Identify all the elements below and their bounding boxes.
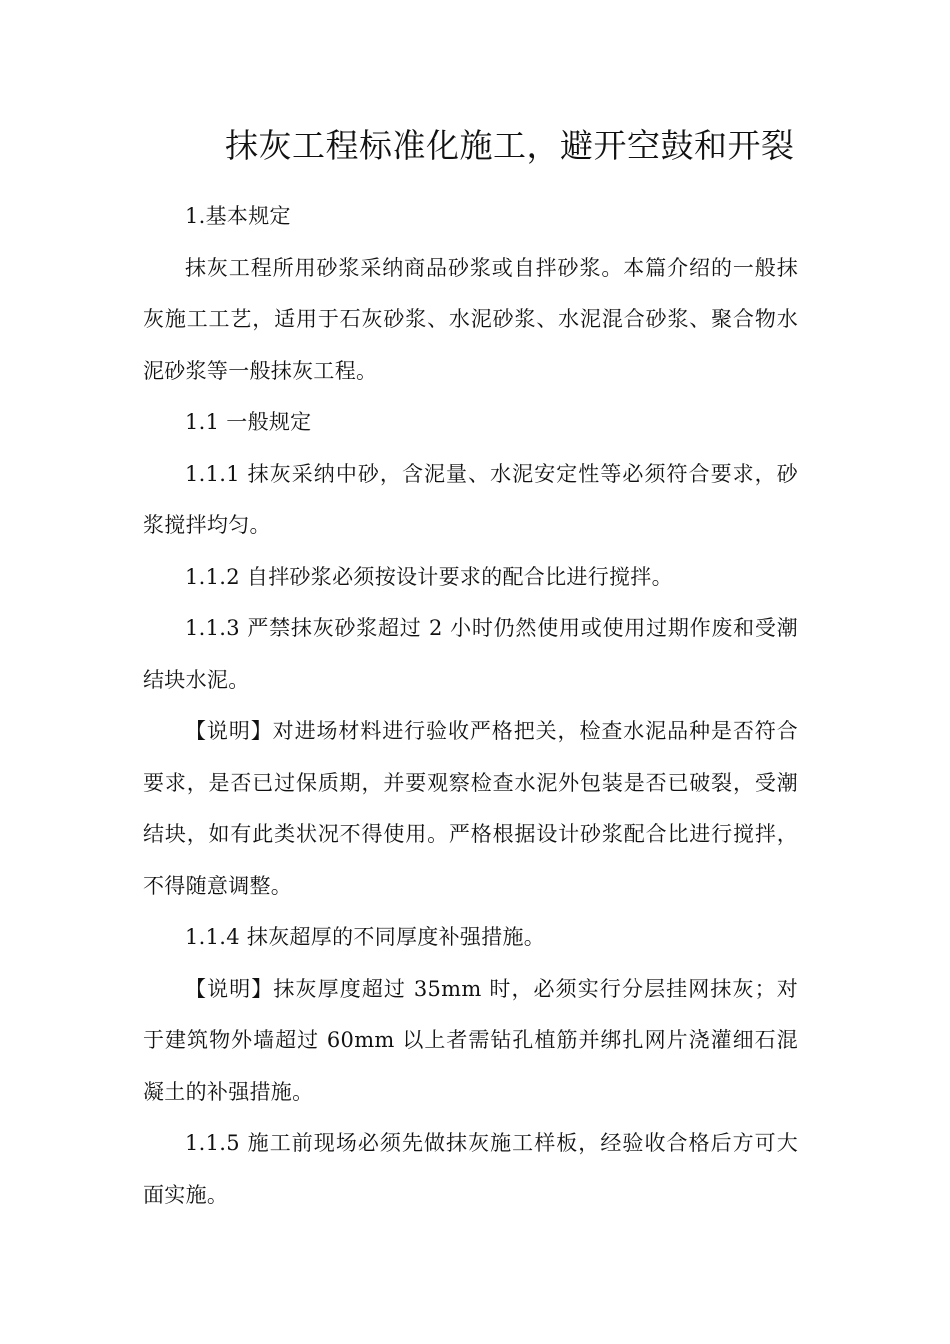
paragraph-item-1-1-4: 1.1.4 抹灰超厚的不同厚度补强措施。: [185, 925, 546, 949]
paragraph-item-1-1-1: 1.1.1 抹灰采纳中砂，含泥量、水泥安定性等必须符合要求，砂浆搅拌均匀。: [143, 461, 798, 537]
document-title: 抹灰工程标准化施工，避开空鼓和开裂: [225, 126, 795, 165]
paragraph-section-1: 1.基本规定: [185, 204, 291, 228]
document-body: [143, 191, 798, 1221]
paragraph-item-1-1-5: 1.1.5 施工前现场必须先做抹灰施工样板，经验收合格后方可大面实施。: [143, 1131, 798, 1207]
paragraph-item-1-1-2: 1.1.2 自拌砂浆必须按设计要求的配合比进行搅拌。: [185, 564, 673, 589]
paragraph-section-1-1: 1.1 一般规定: [185, 410, 312, 434]
paragraph-intro: 抹灰工程所用砂浆采纳商品砂浆或自拌砂浆。本篇介绍的一般抹灰施工工艺，适用于石灰砂浆、水泥砂浆、水泥混合砂浆、聚合物水泥砂浆等一般抹灰工程。: [143, 255, 798, 383]
paragraph-note-2: 【说明】抹灰厚度超过 35mm 时，必须实行分层挂网抹灰；对于建筑物外墙超过 60mm 以上者需钻孔植筋并绑扎网片浇灌细石混凝土的补强措施。: [143, 976, 798, 1104]
paragraph-item-1-1-3: 1.1.3 严禁抹灰砂浆超过 2 小时仍然使用或使用过期作废和受潮结块水泥。: [143, 616, 798, 692]
paragraph-note-1: 【说明】对进场材料进行验收严格把关，检查水泥品种是否符合要求，是否已过保质期，并要观察检查水泥外包装是否已破裂，受潮结块，如有此类状况不得使用。严格根据设计砂浆配合比进行搅拌，不得随意调整。: [143, 719, 798, 898]
